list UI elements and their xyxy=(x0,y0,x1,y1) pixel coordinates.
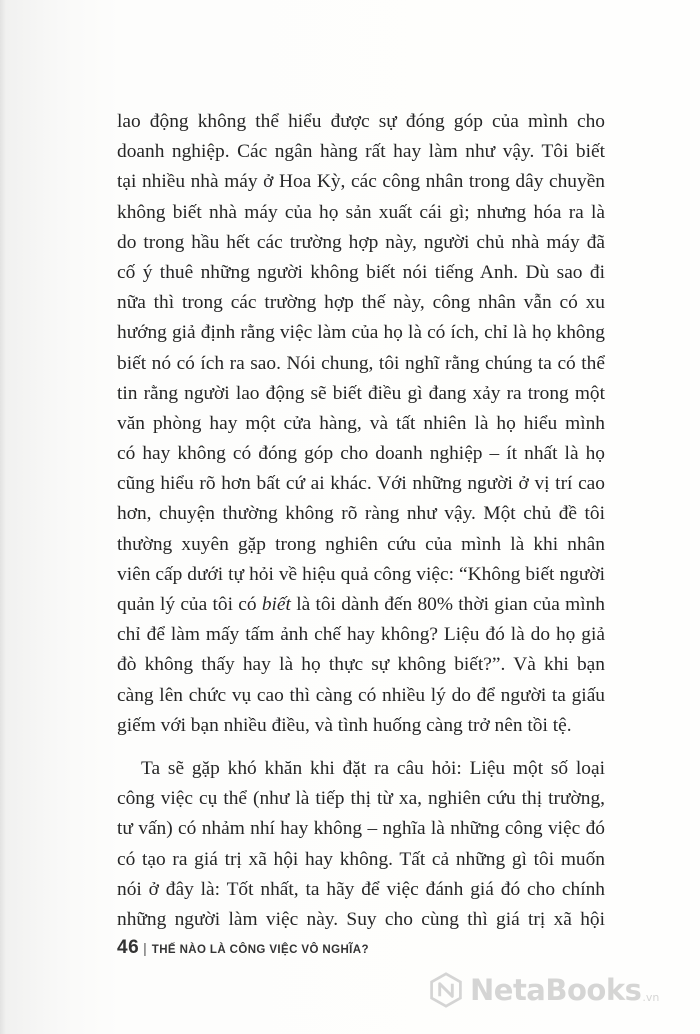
body-line-with-emphasis xyxy=(117,590,605,620)
body-line: biết nó có ích ra sao. Nói chung, tôi nghĩ rằng chúng ta có thể xyxy=(117,352,605,374)
footer-separator: | xyxy=(143,940,147,956)
body-line: hướng giả định rằng việc làm của họ là có ích, chỉ là họ không xyxy=(117,322,605,344)
body-line: những người làm việc này. Suy cho cùng thì giá trị xã hội xyxy=(117,908,605,930)
body-line: đò không thấy hay là họ thực sự không biết?”. Và khi bạn xyxy=(117,654,605,676)
body-line: nói ở đây là: Tốt nhất, ta hãy để việc đánh giá đó cho chính xyxy=(117,878,605,900)
page-body-text xyxy=(117,107,605,935)
paragraph-gap xyxy=(117,741,605,754)
watermark-tld: .vn xyxy=(642,990,660,1004)
body-line: nữa thì trong các trường hợp thế này, công nhân vẫn có xu xyxy=(117,292,605,314)
body-line: văn phòng hay một cửa hàng, và tất nhiên là họ hiểu mình xyxy=(117,412,605,434)
body-line: do trong hầu hết các trường hợp này, người chủ nhà máy đã xyxy=(117,231,605,253)
body-line: tin rằng người lao động sẽ biết điều gì đang xảy ra trong một xyxy=(117,382,605,404)
body-text-segment: là tôi dành đến 80% thời gian của mình xyxy=(290,594,605,615)
page-footer xyxy=(117,937,369,959)
body-line: thường xuyên gặp trong nghiên cứu của mình là khi nhân xyxy=(117,533,605,555)
body-line: hơn, chuyện thường không rõ ràng như vậy. Một chủ đề tôi xyxy=(117,503,605,525)
body-line: càng lên chức vụ cao thì càng có nhiều lý do để người ta giấu xyxy=(117,684,605,706)
body-line: tại nhiều nhà máy ở Hoa Kỳ, các công nhân trong dây chuyền xyxy=(117,171,605,193)
body-line: lao động không thể hiểu được sự đóng góp của mình cho xyxy=(117,111,605,132)
body-line: công việc cụ thể (như là tiếp thị từ xa, nghiên cứu thị trường, xyxy=(117,788,605,810)
body-text-segment: quản lý của tôi có xyxy=(117,594,262,615)
body-line: không biết nhà máy của họ sản xuất cái gì; nhưng hóa ra là xyxy=(117,201,605,223)
body-line: chỉ để làm mấy tấm ảnh chế hay không? Liệu đó là do họ giả xyxy=(117,624,605,646)
page-edge-shadow xyxy=(0,0,6,1034)
watermark xyxy=(428,972,659,1008)
body-line: cố ý thuê những người không biết nói tiếng Anh. Dù sao đi xyxy=(117,261,605,283)
netabooks-logo-icon xyxy=(428,972,464,1008)
body-line: có hay không có đóng góp cho doanh nghiệp – ít nhất là họ xyxy=(117,443,605,465)
body-line: viên cấp dưới tự hỏi về hiệu quả công việc: “Không biết người xyxy=(117,563,605,585)
body-line: cũng hiểu rõ hơn bất cứ ai khác. Với những người ở vị trí cao xyxy=(117,473,605,495)
body-line: doanh nghiệp. Các ngân hàng rất hay làm như vậy. Tôi biết xyxy=(117,141,605,163)
body-line: có tạo ra giá trị xã hội hay không. Tất cả những gì tôi muốn xyxy=(117,848,605,870)
watermark-brand: NetaBooks xyxy=(470,973,642,1007)
page-number: 46 xyxy=(117,937,140,958)
body-line: giếm với bạn nhiều điều, và tình huống càng trở nên tồi tệ. xyxy=(117,714,572,736)
running-title: THẾ NÀO LÀ CÔNG VIỆC VÔ NGHĨA? xyxy=(151,944,369,956)
emphasized-word: biết xyxy=(261,594,291,615)
body-line: tư vấn) có nhảm nhí hay không – nghĩa là những công việc đó xyxy=(117,818,605,840)
body-line: Ta sẽ gặp khó khăn khi đặt ra câu hỏi: Liệu một số loại xyxy=(141,757,605,779)
